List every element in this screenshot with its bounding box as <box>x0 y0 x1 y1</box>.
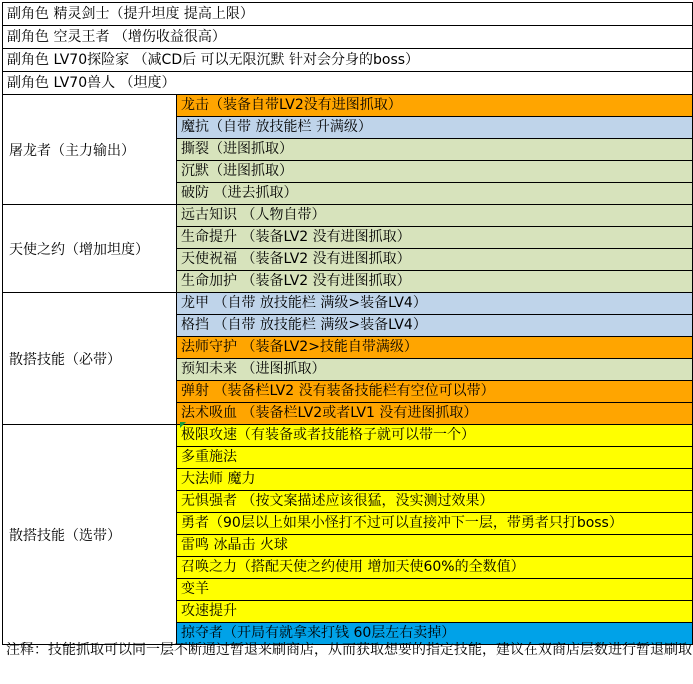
skill-group-dragon-slayer <box>3 95 693 205</box>
sub-role-cell[interactable]: 副角色 LV70探险家 （减CD后 可以无限沉默 针对会分身的boss） <box>3 49 693 71</box>
cell-comment-marker-icon <box>180 422 186 428</box>
skill-cell[interactable]: 龙击（装备自带LV2没有进图抓取） <box>177 95 693 117</box>
skill-cell[interactable]: 格挡 （自带 放技能栏 满级>装备LV4） <box>177 315 693 337</box>
sub-role-cell[interactable]: 副角色 空灵王者 （增伤收益很高） <box>3 26 693 48</box>
skill-cell[interactable]: 龙甲 （自带 放技能栏 满级>装备LV4） <box>177 293 693 315</box>
skill-group-required <box>3 293 693 425</box>
skill-cell[interactable]: 弹射 （装备栏LV2 没有装备技能栏有空位可以带） <box>177 381 693 403</box>
skill-cell[interactable]: 魔抗（自带 放技能栏 升满级） <box>177 117 693 139</box>
skill-cell[interactable]: 预知未来 （进图抓取） <box>177 359 693 381</box>
skill-group-optional <box>3 425 693 645</box>
skill-cell[interactable]: 雷鸣 冰晶击 火球 <box>177 535 693 557</box>
group-name-cell[interactable]: 天使之约（增加坦度） <box>3 205 177 292</box>
skill-cell[interactable]: 沉默（进图抓取） <box>177 161 693 183</box>
table-row[interactable] <box>3 49 693 72</box>
skill-cell[interactable]: 大法师 魔力 <box>177 469 693 491</box>
skill-cell[interactable]: 多重施法 <box>177 447 693 469</box>
skill-cell[interactable]: 变羊 <box>177 579 693 601</box>
table-row[interactable] <box>3 3 693 26</box>
sub-role-cell[interactable]: 副角色 精灵剑士（提升坦度 提高上限） <box>3 3 693 25</box>
skill-cell[interactable]: 撕裂（进图抓取） <box>177 139 693 161</box>
group-name-cell[interactable]: 散搭技能（选带） <box>3 425 177 644</box>
skill-cell[interactable]: 召唤之力（搭配天使之约使用 增加天使60%的全数值） <box>177 557 693 579</box>
group-name-cell[interactable]: 散搭技能（必带） <box>3 293 177 424</box>
note-text[interactable]: 注释：技能抓取可以同一层不断通过暂退来刷商店，从而获取想要的指定技能，建议在双商店层数进行暂退刷取 <box>6 642 692 658</box>
skill-cell[interactable]: 掠夺者（开局有就拿来打钱 60层左右卖掉） <box>177 623 693 644</box>
skill-cell[interactable]: 勇者（90层以上如果小怪打不过可以直接冲下一层，带勇者只打boss） <box>177 513 693 535</box>
skill-cell[interactable]: 无惧强者 （按文案描述应该很猛，没实测过效果） <box>177 491 693 513</box>
skill-cell[interactable]: 攻速提升 <box>177 601 693 623</box>
skill-group-angel-pact <box>3 205 693 293</box>
group-name-cell[interactable]: 屠龙者（主力输出） <box>3 95 177 204</box>
sub-role-cell[interactable]: 副角色 LV70兽人 （坦度） <box>3 72 693 94</box>
skill-cell[interactable]: 生命加护 （装备LV2 没有进图抓取） <box>177 271 693 292</box>
skill-cell[interactable]: 生命提升 （装备LV2 没有进图抓取） <box>177 227 693 249</box>
table-row[interactable] <box>3 26 693 49</box>
table-row[interactable] <box>3 72 693 95</box>
skill-cell[interactable]: 法术吸血 （装备栏LV2或者LV1 没有进图抓取） <box>177 403 693 424</box>
skill-table <box>2 2 693 645</box>
skill-cell[interactable]: 破防 （进去抓取） <box>177 183 693 204</box>
skill-cell[interactable]: 天使祝福 （装备LV2 没有进图抓取） <box>177 249 693 271</box>
skill-cell[interactable]: 法师守护 （装备LV2>技能自带满级） <box>177 337 693 359</box>
skill-cell[interactable]: 极限攻速（有装备或者技能格子就可以带一个） <box>177 425 693 447</box>
skill-cell[interactable]: 远古知识 （人物自带） <box>177 205 693 227</box>
